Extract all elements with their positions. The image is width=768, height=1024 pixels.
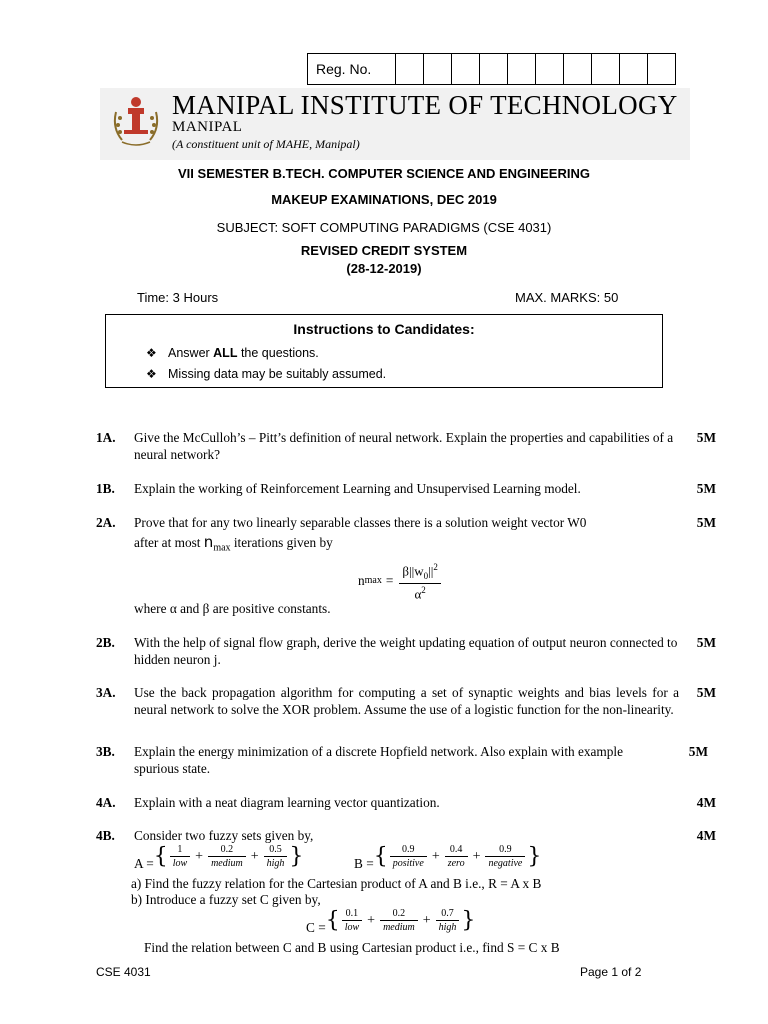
reg-no-cell (508, 54, 536, 84)
question-3b: 3B. Explain the energy minimization of a discrete Hopfield network. Also explain with example spurious state. 5M (96, 744, 708, 776)
question-4b: 4B. Consider two fuzzy sets given by, A = { $\frac{1}{\text{low}}$ + $\frac{0.2}{\text{medium}}$ + $\frac{0.5}{\text{high}}$ } B = { $\frac{0.9}{\text{positive}}$ + $\frac{0.4}{\text{zero}}$ + $\frac{0.9}{\text{negative}}$ } a) Find the fuzzy relation for the Cartesian product of A and B i.e., R = A x B b) Introduce a fuzzy set C given by, C = { $\frac{0.1}{\text{low}}$ + $\frac{0.2}{\text{medium}}$ + $\frac{0.7}{\text{high}}$ } Find the relation between C and B using Cartesian product i.e., find S = C x B 4M (96, 828, 716, 955)
reg-no-label: Reg. No. (308, 54, 396, 84)
instruction-item: ❖ Answer ALL the questions. (146, 346, 319, 360)
question-1a: 1A. Give the McCulloh’s – Pitt’s definition of neural network. Explain the properties and capabilities of a neural network? 5M (96, 430, 716, 462)
credit-system: REVISED CREDIT SYSTEM (300, 243, 468, 258)
institute-name: MANIPAL INSTITUTE OF TECHNOLOGY (172, 90, 678, 120)
reg-no-cell (592, 54, 620, 84)
reg-no-cell (396, 54, 424, 84)
max-marks: MAX. MARKS: 50 (515, 290, 619, 305)
diamond-bullet-icon: ❖ (146, 367, 157, 381)
reg-no-cell (620, 54, 648, 84)
semester-line: VII SEMESTER B.TECH. COMPUTER SCIENCE AND ENGINEERING (178, 166, 590, 181)
diamond-bullet-icon: ❖ (146, 346, 157, 360)
subject-line: SUBJECT: SOFT COMPUTING PARADIGMS (CSE 4031) (216, 220, 552, 235)
instructions-title: Instructions to Candidates: (293, 321, 475, 337)
exam-title: MAKEUP EXAMINATIONS, DEC 2019 (271, 192, 497, 207)
exam-time: Time: 3 Hours (137, 290, 219, 305)
reg-no-cell (564, 54, 592, 84)
instruction-item: ❖ Missing data may be suitably assumed. (146, 367, 387, 381)
nmax-equation: n max = $\frac{\beta||w_0||^2}{\alpha^2}$ (358, 561, 443, 600)
question-4a: 4A. Explain with a neat diagram learning vector quantization. 4M (96, 795, 716, 810)
footer-page-number: Page 1 of 2 (580, 965, 642, 979)
fuzzy-set-b: B = { $\frac{0.9}{\text{positive}}$ + $\frac{0.4}{\text{zero}}$ + $\frac{0.9}{\text{negative}}$ } (354, 844, 542, 871)
institute-note: (A constituent unit of MAHE, Manipal) (172, 137, 360, 151)
reg-no-box (307, 53, 676, 85)
institute-city: MANIPAL (172, 119, 243, 135)
reg-no-cell (648, 54, 675, 84)
fuzzy-set-a: A = { $\frac{1}{\text{low}}$ + $\frac{0.2}{\text{medium}}$ + $\frac{0.5}{\text{high}}$ } (134, 844, 304, 871)
reg-no-cell (424, 54, 452, 84)
reg-no-cell (452, 54, 480, 84)
question-1b: 1B. Explain the working of Reinforcement Learning and Unsupervised Learning model. 5M (96, 481, 716, 496)
fuzzy-set-c: C = { $\frac{0.1}{\text{low}}$ + $\frac{0.2}{\text{medium}}$ + $\frac{0.7}{\text{high}}$ } (306, 908, 476, 935)
question-2a: 2A. Prove that for any two linearly separable classes there is a solution weight vector W0 after at most $n_{max}$ iterations given by n max = $\frac{\beta||w_0||^2}{\alpha^2}$ where α and β are positive constants. 5M (96, 515, 716, 616)
reg-no-cell (480, 54, 508, 84)
institute-logo-icon (108, 92, 164, 148)
instructions-box (105, 314, 663, 388)
exam-date: (28-12-2019) (346, 261, 422, 276)
question-2b: 2B. With the help of signal flow graph, derive the weight updating equation of output neuron connected to hidden neuron j. 5M (96, 635, 716, 667)
footer-course-code: CSE 4031 (96, 965, 151, 979)
reg-no-cell (536, 54, 564, 84)
question-3a: 3A. Use the back propagation algorithm for computing a set of synaptic weights and bias levels for a neural network to solve the XOR problem. Assume the use of a logistic function for the non-linearity. 5M (96, 685, 716, 717)
